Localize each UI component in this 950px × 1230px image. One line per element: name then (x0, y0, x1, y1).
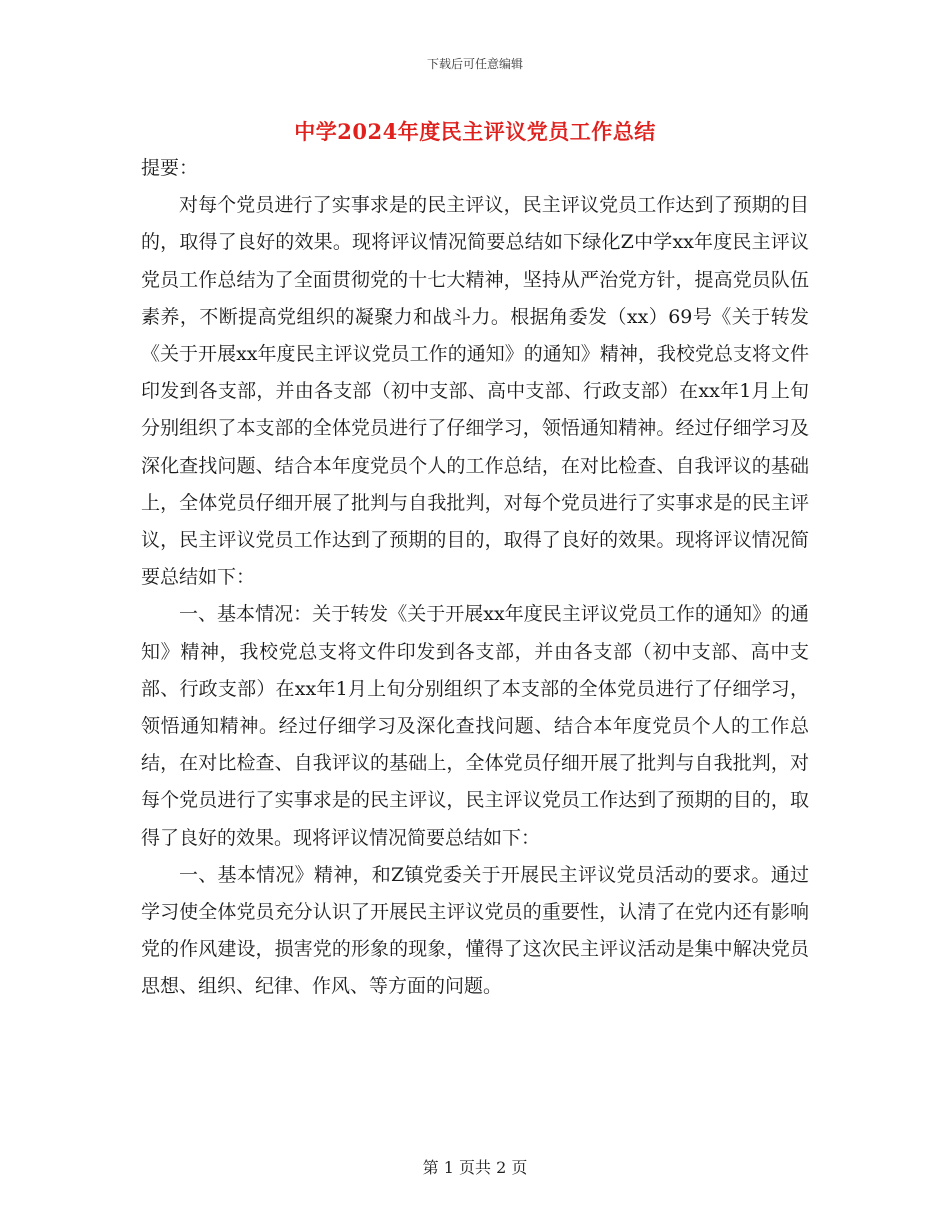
page-indicator: 第 1 页共 2 页 (422, 1158, 528, 1177)
document-title: 中学2024年度民主评议党员工作总结 (294, 119, 656, 144)
header-note: 下载后可任意编辑 (426, 57, 523, 71)
paragraph-1: 对每个党员进行了实事求是的民主评议，民主评议党员工作达到了预期的目的，取得了良好的效果。现将评议情况简要总结如下绿化Z中学xx年度民主评议党员工作总结为了全面贯彻党的十七大精神，坚持从严治党方针，提高党员队伍素养，不断提高党组织的凝聚力和战斗力。根据角委发（xx）69号《关于转发《关于开展xx年度民主评议党员工作的通知》的通知》精神，我校党总支将文件印发到各支部，并由各支部（初中支部、高中支部、行政支部）在xx年1月上旬分别组织了本支部的全体党员进行了仔细学习，领悟通知精神。经过仔细学习及深化查找问题、结合本年度党员个人的工作总结，在对比检查、自我评议的基础上，全体党员仔细开展了批判与自我批判，对每个党员进行了实事求是的民主评议，民主评议党员工作达到了预期的目的，取得了良好的效果。现将评议情况简要总结如下： (141, 194, 809, 589)
paragraph-3: 一、基本情况》精神，和Z镇党委关于开展民主评议党员活动的要求。通过学习使全体党员充分认识了开展民主评议党员的重要性，认清了在党内还有影响党的作风建设，损害党的形象的现象，懂得了这次民主评议活动是集中解决党员思想、组织、纪律、作风、等方面的问题。 (141, 863, 809, 998)
document-body (141, 150, 809, 1006)
paragraph-2: 一、基本情况：关于转发《关于开展xx年度民主评议党员工作的通知》的通知》精神，我校党总支将文件印发到各支部，并由各支部（初中支部、高中支部、行政支部）在xx年1月上旬分别组织了本支部的全体党员进行了仔细学习，领悟通知精神。经过仔细学习及深化查找问题、结合本年度党员个人的工作总结，在对比检查、自我评议的基础上，全体党员仔细开展了批判与自我批判，对每个党员进行了实事求是的民主评议，民主评议党员工作达到了预期的目的，取得了良好的效果。现将评议情况简要总结如下： (141, 603, 809, 849)
summary-label: 提要： (141, 157, 199, 179)
